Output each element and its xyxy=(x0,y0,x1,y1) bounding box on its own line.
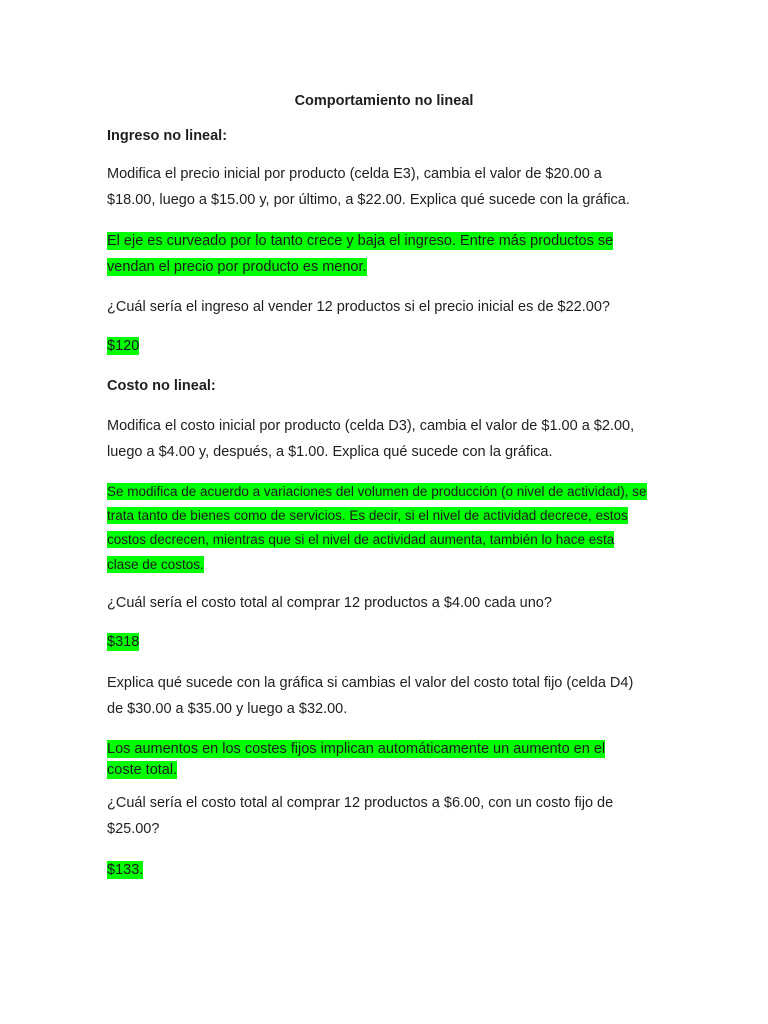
costo-question2: ¿Cuál sería el costo total al comprar 12 productos a $4.00 cada uno? xyxy=(107,595,552,611)
costo-answer3-line1 xyxy=(107,739,605,759)
ingreso-question1-line1: Modifica el precio inicial por producto (celda E3), cambia el valor de $20.00 a xyxy=(107,166,602,182)
highlighted-answer: vendan el precio por producto es menor. xyxy=(107,259,367,275)
costo-answer1-line2 xyxy=(107,506,628,526)
costo-answer1-line4 xyxy=(107,555,204,575)
costo-question3-line1: Explica qué sucede con la gráfica si cambias el valor del costo total fijo (celda D4) xyxy=(107,675,634,691)
ingreso-answer2 xyxy=(107,336,139,356)
costo-question1-line1: Modifica el costo inicial por producto (celda D3), cambia el valor de $1.00 a $2.00, xyxy=(107,418,635,434)
costo-answer4 xyxy=(107,860,143,880)
highlighted-answer: $318 xyxy=(107,634,140,650)
page-title: Comportamiento no lineal xyxy=(294,93,474,109)
highlighted-answer: clase de costos. xyxy=(107,557,204,572)
section-heading-costo: Costo no lineal: xyxy=(107,378,216,394)
highlighted-answer: El eje es curveado por lo tanto crece y baja el ingreso. Entre más productos se xyxy=(107,233,614,249)
highlighted-answer: $120 xyxy=(107,338,140,354)
costo-answer1-line3 xyxy=(107,530,614,550)
costo-question3-line2: de $30.00 a $35.00 y luego a $32.00. xyxy=(107,701,348,717)
highlighted-answer: $133. xyxy=(107,862,144,878)
costo-answer3-line2 xyxy=(107,760,177,780)
costo-answer2 xyxy=(107,632,139,652)
ingreso-answer1-line2 xyxy=(107,257,367,277)
ingreso-answer1-line1 xyxy=(107,231,613,251)
ingreso-question2: ¿Cuál sería el ingreso al vender 12 productos si el precio inicial es de $22.00? xyxy=(107,299,610,315)
highlighted-answer: costos decrecen, mientras que si el nivel de actividad aumenta, también lo hace esta xyxy=(107,532,615,547)
section-heading-ingreso: Ingreso no lineal: xyxy=(107,128,228,144)
highlighted-answer: coste total. xyxy=(107,762,178,778)
highlighted-answer: Se modifica de acuerdo a variaciones del volumen de producción (o nivel de actividad), se xyxy=(107,484,647,499)
costo-question4-line1: ¿Cuál sería el costo total al comprar 12 productos a $6.00, con un costo fijo de xyxy=(107,795,614,811)
ingreso-question1-line2: $18.00, luego a $15.00 y, por último, a $22.00. Explica qué sucede con la gráfica. xyxy=(107,192,630,208)
highlighted-answer: Los aumentos en los costes fijos implican automáticamente un aumento en el xyxy=(107,741,606,757)
costo-answer1-line1 xyxy=(107,482,647,502)
highlighted-answer: trata tanto de bienes como de servicios. Es decir, si el nivel de actividad decrece, estos xyxy=(107,508,628,523)
costo-question4-line2: $25.00? xyxy=(107,821,160,837)
costo-question1-line2: luego a $4.00 y, después, a $1.00. Explica qué sucede con la gráfica. xyxy=(107,444,553,460)
